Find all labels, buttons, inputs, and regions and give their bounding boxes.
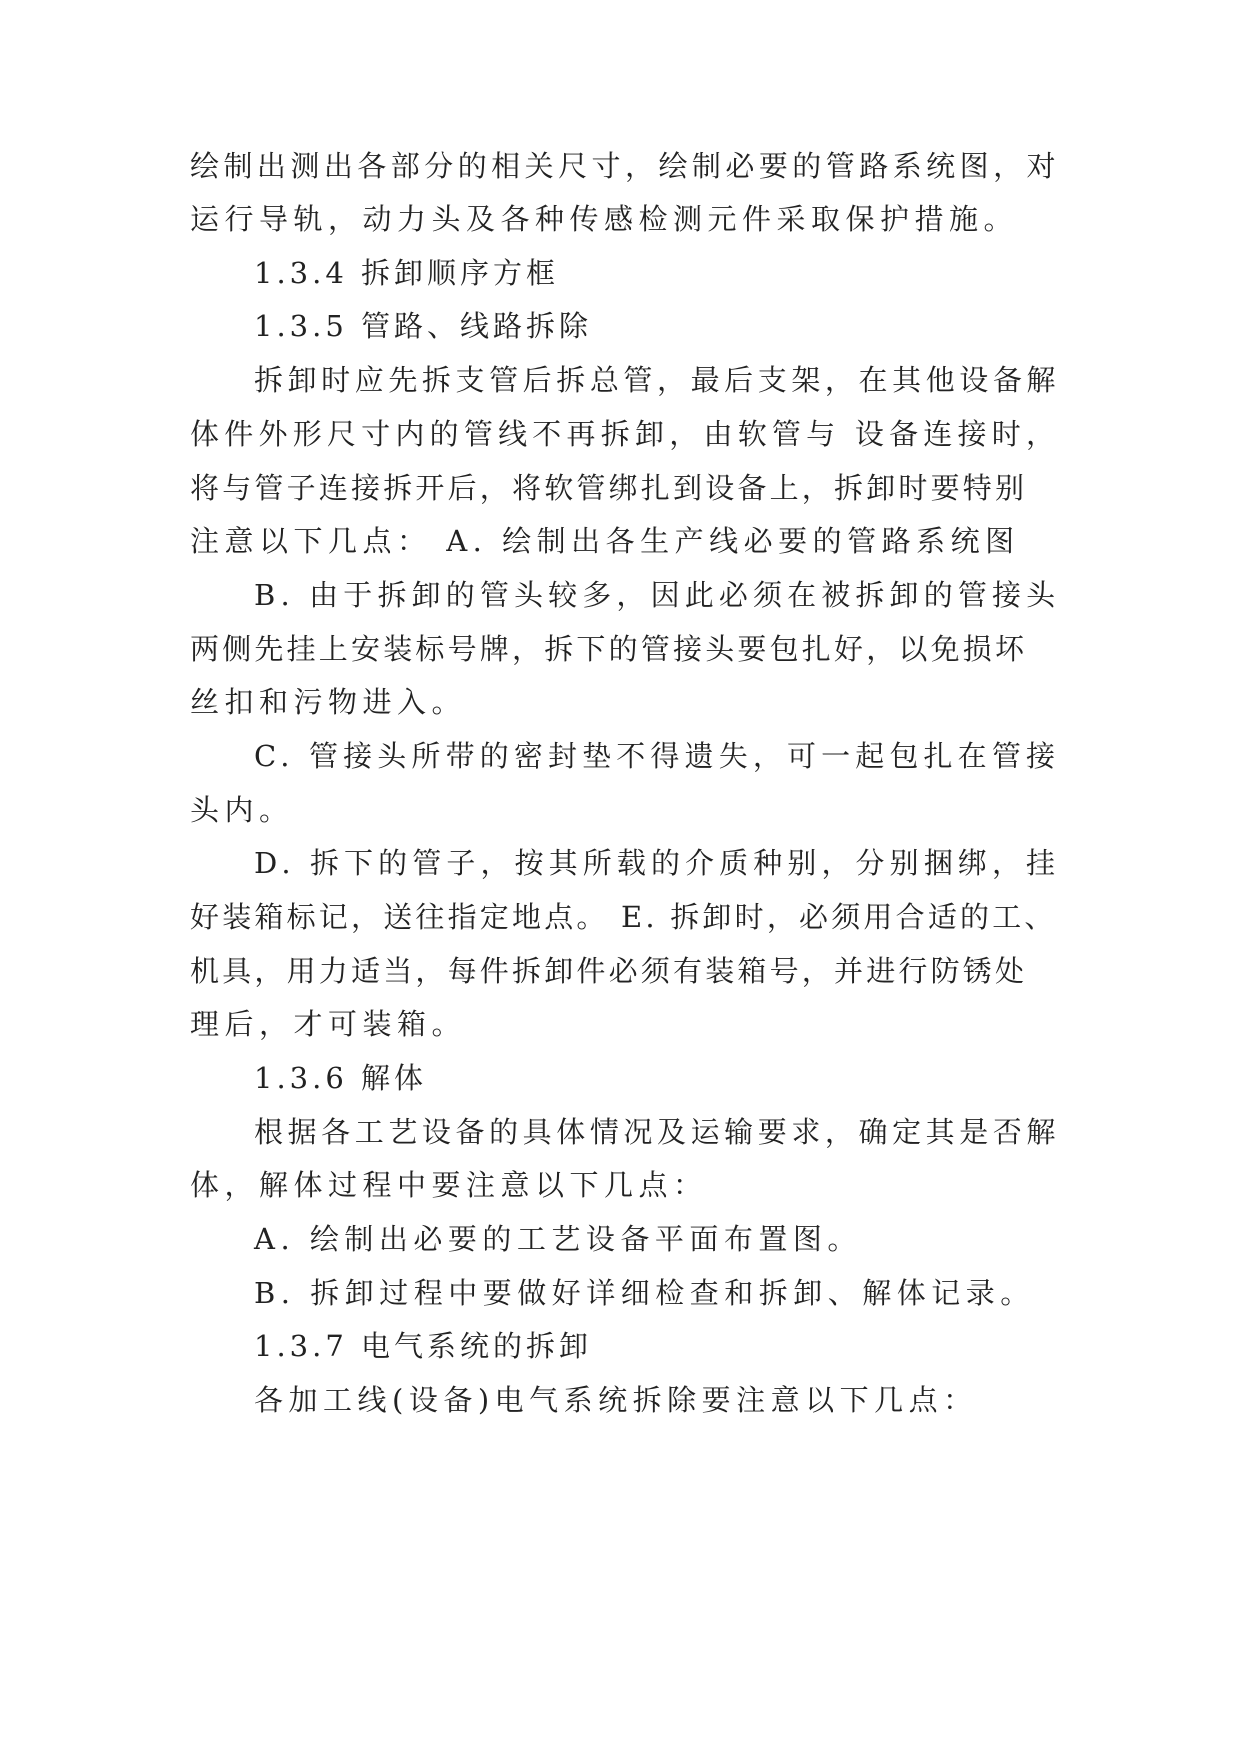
- section-heading-1-3-6: 1.3.6 解体: [254, 1061, 428, 1095]
- section-heading-1-3-4: 1.3.4 拆卸顺序方框: [254, 256, 560, 290]
- paragraph-line: 体，解体过程中要注意以下几点：: [190, 1168, 708, 1202]
- list-item-b: B. 由于拆卸的管头较多，因此必须在被拆卸的管接头: [254, 578, 1061, 612]
- paragraph-line: 两侧先挂上安装标号牌，拆下的管接头要包扎好，以免损坏: [190, 632, 1028, 666]
- section-heading-1-3-5: 1.3.5 管路、线路拆除: [254, 309, 593, 343]
- paragraph-line: 体件外形尺寸内的管线不再拆卸，由软管与 设备连接时，: [190, 417, 1061, 451]
- paragraph-line: 各加工线(设备)电气系统拆除要注意以下几点：: [254, 1383, 978, 1417]
- paragraph-line: 绘制出测出各部分的相关尺寸，绘制必要的管路系统图，对: [190, 149, 1061, 183]
- list-item-c: C. 管接头所带的密封垫不得遗失，可一起包扎在管接: [254, 739, 1061, 773]
- list-item-d: D. 拆下的管子，按其所载的介质种别，分别捆绑，挂: [254, 846, 1061, 880]
- list-item-b: B. 拆卸过程中要做好详细检查和拆卸、解体记录。: [254, 1276, 1035, 1310]
- paragraph-line: 拆卸时应先拆支管后拆总管，最后支架，在其他设备解: [254, 363, 1061, 397]
- paragraph-line: 注意以下几点： A. 绘制出各生产线必要的管路系统图: [190, 524, 1020, 558]
- paragraph-line: 根据各工艺设备的具体情况及运输要求，确定其是否解: [254, 1115, 1061, 1149]
- paragraph-line: 好装箱标记，送往指定地点。 E. 拆卸时，必须用合适的工、: [190, 900, 1057, 934]
- paragraph-line: 运行导轨，动力头及各种传感检测元件采取保护措施。: [190, 202, 1019, 236]
- list-item-a: A. 绘制出必要的工艺设备平面布置图。: [254, 1222, 862, 1256]
- paragraph-line: 机具，用力适当，每件拆卸件必须有装箱号，并进行防锈处: [190, 954, 1028, 988]
- section-heading-1-3-7: 1.3.7 电气系统的拆卸: [254, 1329, 593, 1363]
- paragraph-line: 理后，才可装箱。: [190, 1007, 467, 1041]
- paragraph-line: 头内。: [190, 793, 294, 827]
- paragraph-line: 丝扣和污物进入。: [190, 685, 467, 719]
- paragraph-line: 将与管子连接拆开后，将软管绑扎到设备上，拆卸时要特别: [190, 471, 1028, 505]
